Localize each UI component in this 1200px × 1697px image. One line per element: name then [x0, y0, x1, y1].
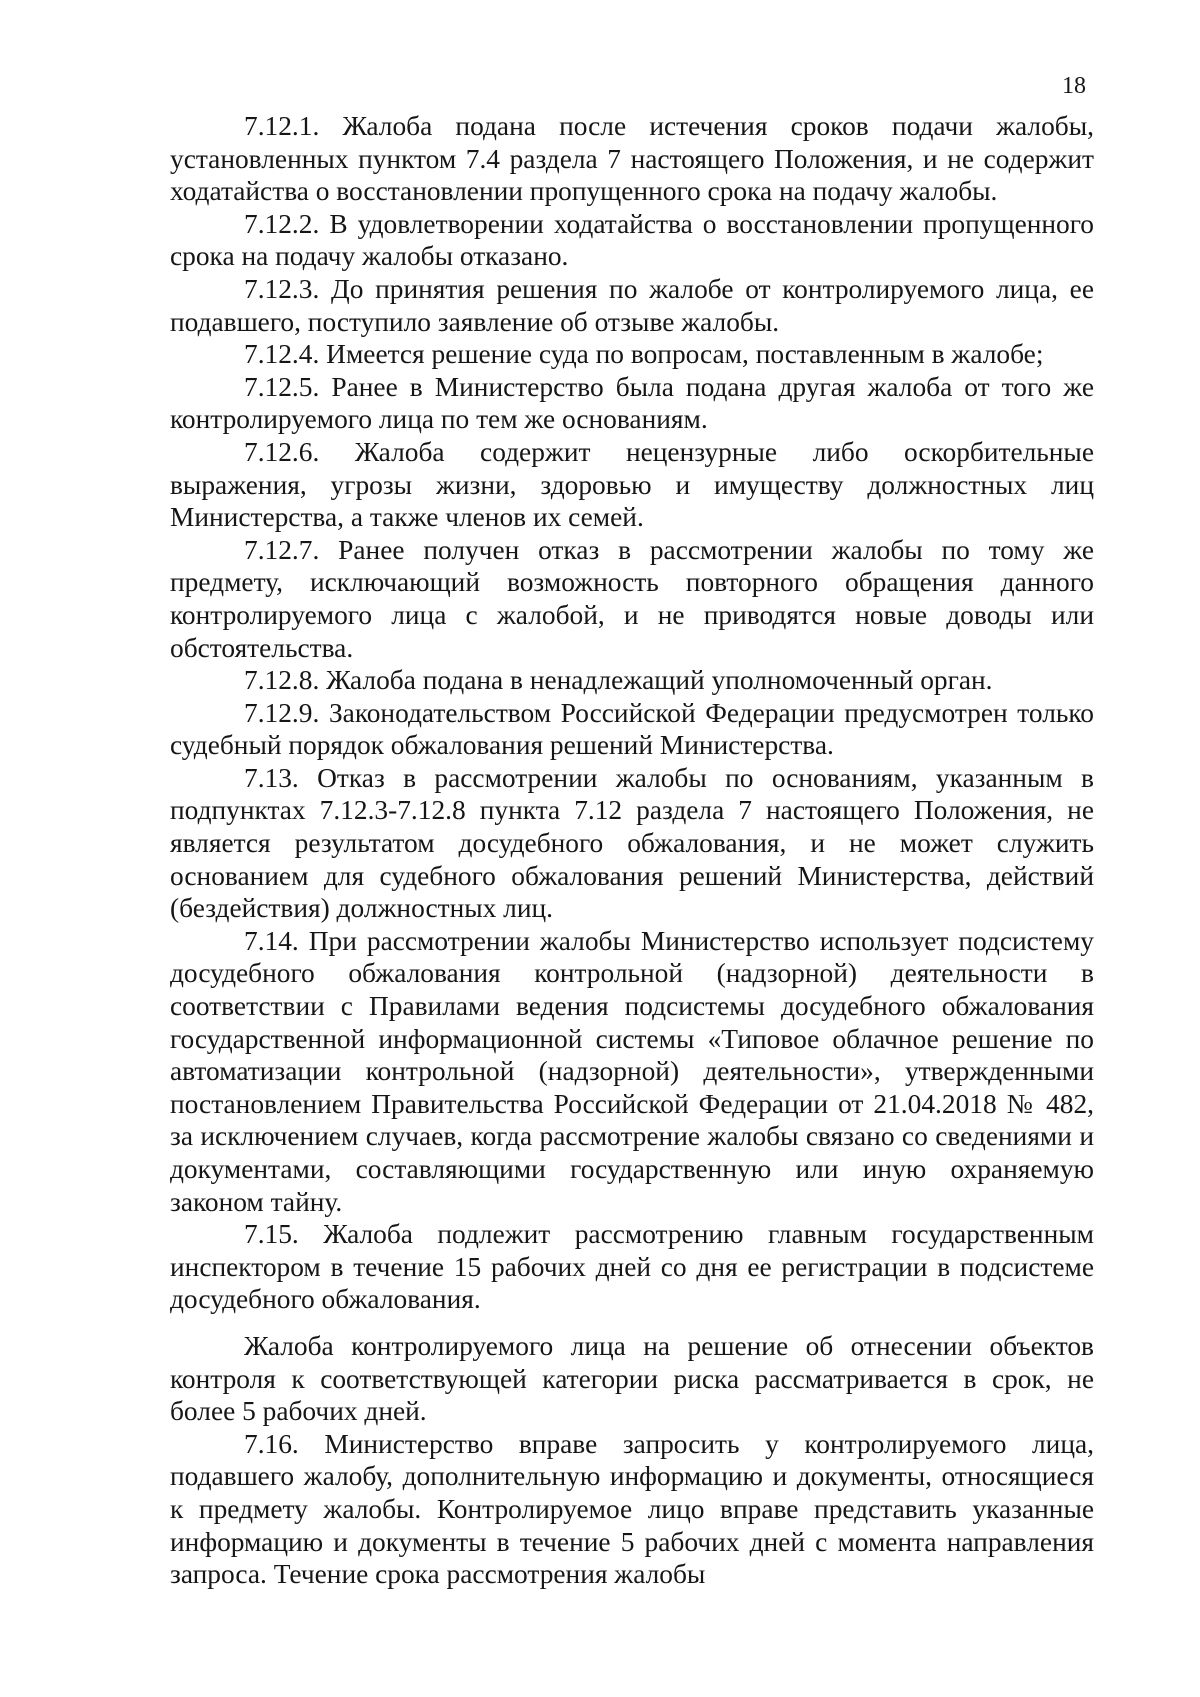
document-body — [170, 110, 1094, 1591]
paragraph-7-12-9: 7.12.9. Законодательством Российской Федерации предусмотрен только судебный порядок обжалования решений Министерства. — [170, 697, 1094, 761]
page-number: 18 — [1062, 73, 1086, 99]
paragraph-7-14: 7.14. При рассмотрении жалобы Министерство использует подсистему досудебного обжалования контрольной (надзорной) деятельности в соответствии с Правилами ведения подсистемы досудебного обжалования государственной информационной системы «Типовое облачное решение по автоматизации контрольной (надзорной) деятельности», утвержденными постановлением Правительства Российской Федерации от 21.04.2018 № 482, за исключением случаев, когда рассмотрение жалобы связано со сведениями и документами, составляющими государственную или иную охраняемую законом тайну. — [170, 925, 1094, 1217]
paragraph-7-12-6: 7.12.6. Жалоба содержит нецензурные либо оскорбительные выражения, угрозы жизни, здоровью и имуществу должностных лиц Министерства, а также членов их семей. — [170, 436, 1094, 533]
paragraph-7-12-4: 7.12.4. Имеется решение суда по вопросам, поставленным в жалобе; — [244, 339, 1044, 370]
paragraph-7-12-7: 7.12.7. Ранее получен отказ в рассмотрении жалобы по тому же предмету, исключающий возможность повторного обращения данного контролируемого лица с жалобой, и не приводятся новые доводы или обстоятельства. — [170, 534, 1094, 663]
paragraph-7-12-8: 7.12.8. Жалоба подана в ненадлежащий уполномоченный орган. — [244, 665, 993, 696]
paragraph-7-15: 7.15. Жалоба подлежит рассмотрению главным государственным инспектором в течение 15 рабочих дней со дня ее регистрации в подсистеме досудебного обжалования. — [170, 1219, 1094, 1315]
paragraph-7-12-5: 7.12.5. Ранее в Министерство была подана другая жалоба от того же контролируемого лица по тем же основаниям. — [170, 371, 1094, 435]
paragraph-7-12-1: 7.12.1. Жалоба подана после истечения сроков подачи жалобы, установленных пунктом 7.4 раздела 7 настоящего Положения, и не содержит ходатайства о восстановлении пропущенного срока на подачу жалобы. — [170, 111, 1094, 207]
paragraph-7-16: 7.16. Министерство вправе запросить у контролируемого лица, подавшего жалобу, дополнительную информацию и документы, относящиеся к предмету жалобы. Контролируемое лицо вправе представить указанные информацию и документы в течение 5 рабочих дней с момента направления запроса. Течение срока рассмотрения жалобы — [170, 1428, 1094, 1590]
paragraph-7-12-2: 7.12.2. В удовлетворении ходатайства о восстановлении пропущенного срока на подачу жалобы отказано. — [170, 208, 1094, 272]
paragraph-7-12-3: 7.12.3. До принятия решения по жалобе от контролируемого лица, ее подавшего, поступило заявление об отзыве жалобы. — [170, 273, 1094, 337]
paragraph-risk-category-complaint: Жалоба контролируемого лица на решение об отнесении объектов контроля к соответствующей категории риска рассматривается в срок, не более 5 рабочих дней. — [170, 1330, 1094, 1427]
paragraph-7-13: 7.13. Отказ в рассмотрении жалобы по основаниям, указанным в подпунктах 7.12.3-7.12.8 пункта 7.12 раздела 7 настоящего Положения, не является результатом досудебного обжалования, и не может служить основанием для судебного обжалования решений Министерства, действий (бездействия) должностных лиц. — [170, 762, 1094, 924]
